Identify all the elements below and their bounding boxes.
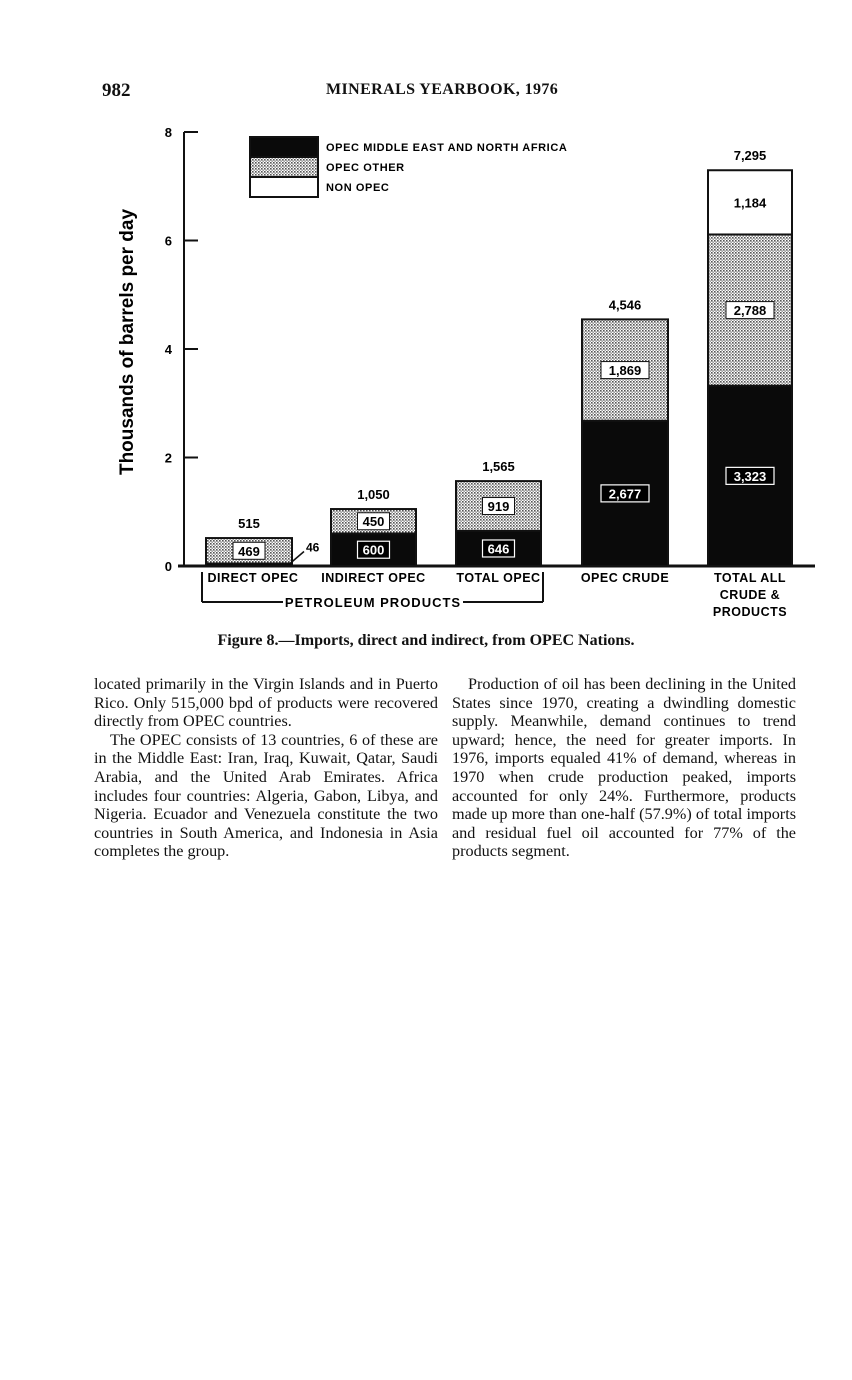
legend-label: NON OPEC xyxy=(326,182,390,194)
paragraph: The OPEC consists of 13 countries, 6 of these are in the Middle East: Iran, Iraq, Kuwait, Qatar, Saudi Arabia, and the United Arab Emirates. Africa includes four countries: Algeria, Gabon, Libya, and Nigeria. Ecuador and Venezuela constitute the two countries in South America, and Indonesia in Asia completes the group. xyxy=(94,730,438,861)
y-tick-label: 2 xyxy=(164,450,172,466)
opec-imports-chart xyxy=(0,0,852,625)
segment-value-label: 1,184 xyxy=(733,195,767,211)
group-label: PETROLEUM PRODUCTS xyxy=(284,595,462,610)
y-tick-label: 8 xyxy=(164,125,172,140)
category-label: TOTAL ALL xyxy=(713,571,787,585)
bar-total-label: 1,565 xyxy=(482,459,515,475)
segment-value-label: 1,869 xyxy=(608,363,642,379)
category-label: PRODUCTS xyxy=(712,605,788,619)
y-axis-title: Thousands of barrels per day xyxy=(117,208,138,476)
legend-label: OPEC MIDDLE EAST AND NORTH AFRICA xyxy=(326,142,568,154)
y-tick-label: 4 xyxy=(164,342,172,357)
legend-swatch xyxy=(250,177,318,197)
paragraph: Production of oil has been declining in the United States since 1970, creating a dwindling domestic supply. Meanwhile, demand continues to trend upward; hence, the need for greater imports. In 1976, imports equaled 41% of demand, whereas in 1970 when crude production peaked, imports accounted for only 24%. Furthermore, products made up more than one-half (57.9%) of total imports and residual fuel oil accounted for 77% of the products segment. xyxy=(452,675,796,861)
category-label: CRUDE & xyxy=(719,588,781,602)
text-column-right xyxy=(452,675,796,861)
bar-total-label: 7,295 xyxy=(733,148,767,164)
segment-value-label: 46 xyxy=(306,540,320,555)
category-label: TOTAL OPEC xyxy=(456,571,541,585)
legend-label: OPEC OTHER xyxy=(326,162,405,174)
figure-caption: Figure 8.—Imports, direct and indirect, from OPEC Nations. xyxy=(217,632,635,649)
legend-swatch xyxy=(250,137,318,157)
legend-swatch xyxy=(250,157,318,177)
text-column-left xyxy=(94,675,438,861)
bar-total-label: 1,050 xyxy=(357,487,390,503)
segment-value-label: 919 xyxy=(487,499,510,515)
segment-value-label: 2,677 xyxy=(608,486,642,502)
bar-total-label: 4,546 xyxy=(608,297,642,313)
segment-value-label: 469 xyxy=(238,543,260,559)
bar-total-label: 515 xyxy=(238,516,260,532)
segment-value-label: 3,323 xyxy=(733,468,767,484)
page-number: 982 xyxy=(102,80,131,101)
y-tick-label: 6 xyxy=(164,233,172,249)
running-title: MINERALS YEARBOOK, 1976 xyxy=(326,81,559,98)
paragraph: located primarily in the Virgin Islands and in Puerto Rico. Only 515,000 bpd of products were recovered directly from OPEC countries. xyxy=(94,675,438,731)
y-tick-label: 0 xyxy=(164,559,172,574)
category-label: DIRECT OPEC xyxy=(207,571,299,585)
segment-value-label: 2,788 xyxy=(733,303,767,319)
segment-value-label: 450 xyxy=(362,514,385,530)
category-label: OPEC CRUDE xyxy=(580,571,670,585)
category-label: INDIRECT OPEC xyxy=(321,571,426,585)
segment-value-label: 646 xyxy=(487,541,510,557)
chart-legend xyxy=(250,137,567,197)
segment-value-label: 600 xyxy=(362,542,385,558)
